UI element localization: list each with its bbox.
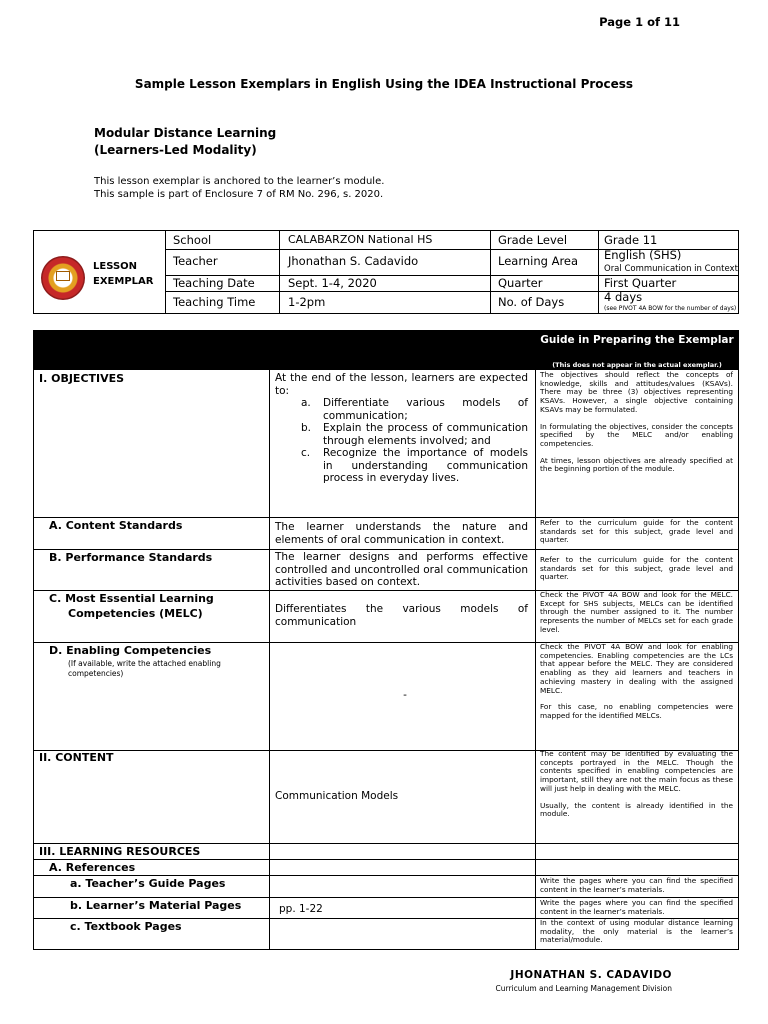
content-standards-guide: Refer to the curriculum guide for the content standards set for this subject, grade level and quarter.: [540, 518, 733, 545]
teachers-guide-guide: Write the pages where you can find the specified content in the learner’s materials.: [540, 876, 733, 894]
content-label: II. CONTENT: [39, 751, 114, 764]
grade-level-label: Grade Level: [498, 233, 568, 247]
lesson-header-logo-cell: [34, 231, 166, 313]
footer-author-name: JHONATHAN S. CADAVIDO: [510, 969, 672, 981]
teaching-time-value: 1-2pm: [288, 295, 326, 309]
list-item: a. Differentiate various models of communication;: [301, 397, 528, 422]
footer-division: Curriculum and Learning Management Division: [495, 984, 672, 993]
teachers-guide-label: a. Teacher’s Guide Pages: [70, 877, 226, 890]
objectives-label: I. OBJECTIVES: [39, 372, 125, 385]
guide-column-note: (This does not appear in the actual exemplar.): [552, 361, 722, 369]
textbook-pages-label: c. Textbook Pages: [70, 920, 182, 933]
objectives-guide: [540, 371, 733, 474]
guide-column-title: Guide in Preparing the Exemplar: [540, 334, 734, 346]
objectives-content: [275, 372, 528, 485]
quarter-value: First Quarter: [604, 276, 677, 290]
performance-standards-label: B. Performance Standards: [49, 551, 213, 564]
melc-value: Differentiates the various models of communication: [275, 603, 528, 628]
days-note: (see PIVOT 4A BOW for the number of days): [604, 305, 737, 312]
references-label: A. References: [49, 861, 136, 874]
page-number: Page 1 of 11: [599, 15, 680, 29]
lesson-plan-table: [33, 330, 739, 950]
objectives-guide-p3: At times, lesson objectives are already specified at the beginning portion of the module.: [540, 455, 733, 474]
learning-resources-label: III. LEARNING RESOURCES: [39, 845, 201, 858]
list-item: c. Recognize the importance of models in understanding communication process in everyday lives.: [301, 447, 528, 484]
document-title: Sample Lesson Exemplars in English Using the IDEA Instructional Process: [134, 77, 634, 91]
melc-label-line-1: C. Most Essential Learning: [49, 592, 214, 605]
school-value: CALABARZON National HS: [288, 233, 433, 246]
content-standards-value: The learner understands the nature and elements of oral communication in context.: [275, 521, 528, 546]
lesson-label-1: LESSON: [93, 261, 138, 272]
content-guide: [540, 750, 733, 819]
teacher-value: Jhonathan S. Cadavido: [288, 254, 419, 268]
learners-material-value: pp. 1-22: [279, 903, 323, 915]
table-header-row: [33, 330, 739, 370]
intro-text: [94, 175, 384, 201]
enabling-competencies-note: (If available, write the attached enabling competencies): [68, 659, 221, 678]
learners-material-label: b. Learner’s Material Pages: [70, 899, 242, 912]
teaching-time-label: Teaching Time: [173, 295, 256, 309]
modality-line-1: Modular Distance Learning: [94, 126, 277, 140]
list-item: b. Explain the process of communication through elements involved; and: [301, 422, 528, 447]
learners-material-guide: Write the pages where you can find the specified content in the learner’s materials.: [540, 898, 733, 916]
lesson-header-table: [33, 230, 739, 314]
modality-heading: [94, 125, 276, 159]
objectives-intro: At the end of the lesson, learners are expected to:: [275, 372, 528, 397]
teacher-label: Teacher: [173, 254, 218, 268]
school-label: School: [173, 233, 212, 247]
modality-line-2: (Learners-Led Modality): [94, 143, 257, 157]
teaching-date-value: Sept. 1-4, 2020: [288, 276, 377, 290]
melc-guide: Check the PIVOT 4A BOW and look for the MELC. Except for SHS subjects, MELCs can be identified through the number assigned to it. The number represents the number of MELCs set for each grade level.: [540, 590, 733, 634]
enabling-guide-p1: Check the PIVOT 4A BOW and look for enabling competencies. Enabling competencies are the LCs that appear before the MELC. They are considered enabling as they aid learners and teachers in achieving mastery in dealing with the assigned MELC.: [540, 642, 733, 695]
lesson-exemplar-label: [93, 259, 153, 289]
days-label: No. of Days: [498, 295, 565, 309]
enabling-competencies-value: -: [403, 689, 407, 701]
grade-level-value: Grade 11: [604, 233, 658, 247]
school-seal-icon: [41, 256, 85, 300]
melc-label-line-2: Competencies (MELC): [68, 607, 203, 620]
enabling-competencies-label: D. Enabling Competencies: [49, 644, 212, 657]
enabling-guide-p2: For this case, no enabling competencies were mapped for the identified MELCs.: [540, 702, 733, 720]
objectives-list: [301, 397, 528, 485]
quarter-label: Quarter: [498, 276, 543, 290]
learning-area-label: Learning Area: [498, 254, 579, 268]
content-standards-label: A. Content Standards: [49, 519, 183, 532]
enabling-competencies-guide: [540, 643, 733, 721]
textbook-pages-guide: In the context of using modular distance learning modality, the only material is the learner’s material/module.: [540, 918, 733, 945]
lesson-label-2: EXEMPLAR: [93, 276, 154, 287]
learning-area-value: English (SHS): [604, 248, 682, 262]
teaching-date-label: Teaching Date: [173, 276, 255, 290]
content-guide-p1: The content may be identified by evaluating the concepts portrayed in the MELC. Though the contents specified in enabling competencies are important, still they are not the main focus as these will just help in dealing with the MELC.: [540, 749, 733, 793]
content-guide-p2: Usually, the content is already identified in the module.: [540, 800, 733, 819]
performance-standards-value: The learner designs and performs effective controlled and uncontrolled oral communication activities based on context.: [275, 551, 528, 588]
objectives-guide-p1: The objectives should reflect the concepts of knowledge, skills and attitudes/values (KSAVs). There may be three (3) objectives representing KSAVs. However, a single objective containing KSAVs may be formulated.: [540, 370, 733, 414]
intro-line-1: This lesson exemplar is anchored to the learner’s module.: [94, 176, 385, 187]
intro-line-2: This sample is part of Enclosure 7 of RM No. 296, s. 2020.: [94, 189, 384, 200]
performance-standards-guide: Refer to the curriculum guide for the content standards set for this subject, grade level and quarter.: [540, 555, 733, 582]
learning-area-sub: Oral Communication in Context: [604, 264, 738, 274]
days-value: 4 days: [604, 290, 643, 304]
content-value: Communication Models: [275, 790, 399, 802]
objectives-guide-p2: In formulating the objectives, consider the concepts specified by the MELC and/or enabling competencies.: [540, 421, 733, 448]
